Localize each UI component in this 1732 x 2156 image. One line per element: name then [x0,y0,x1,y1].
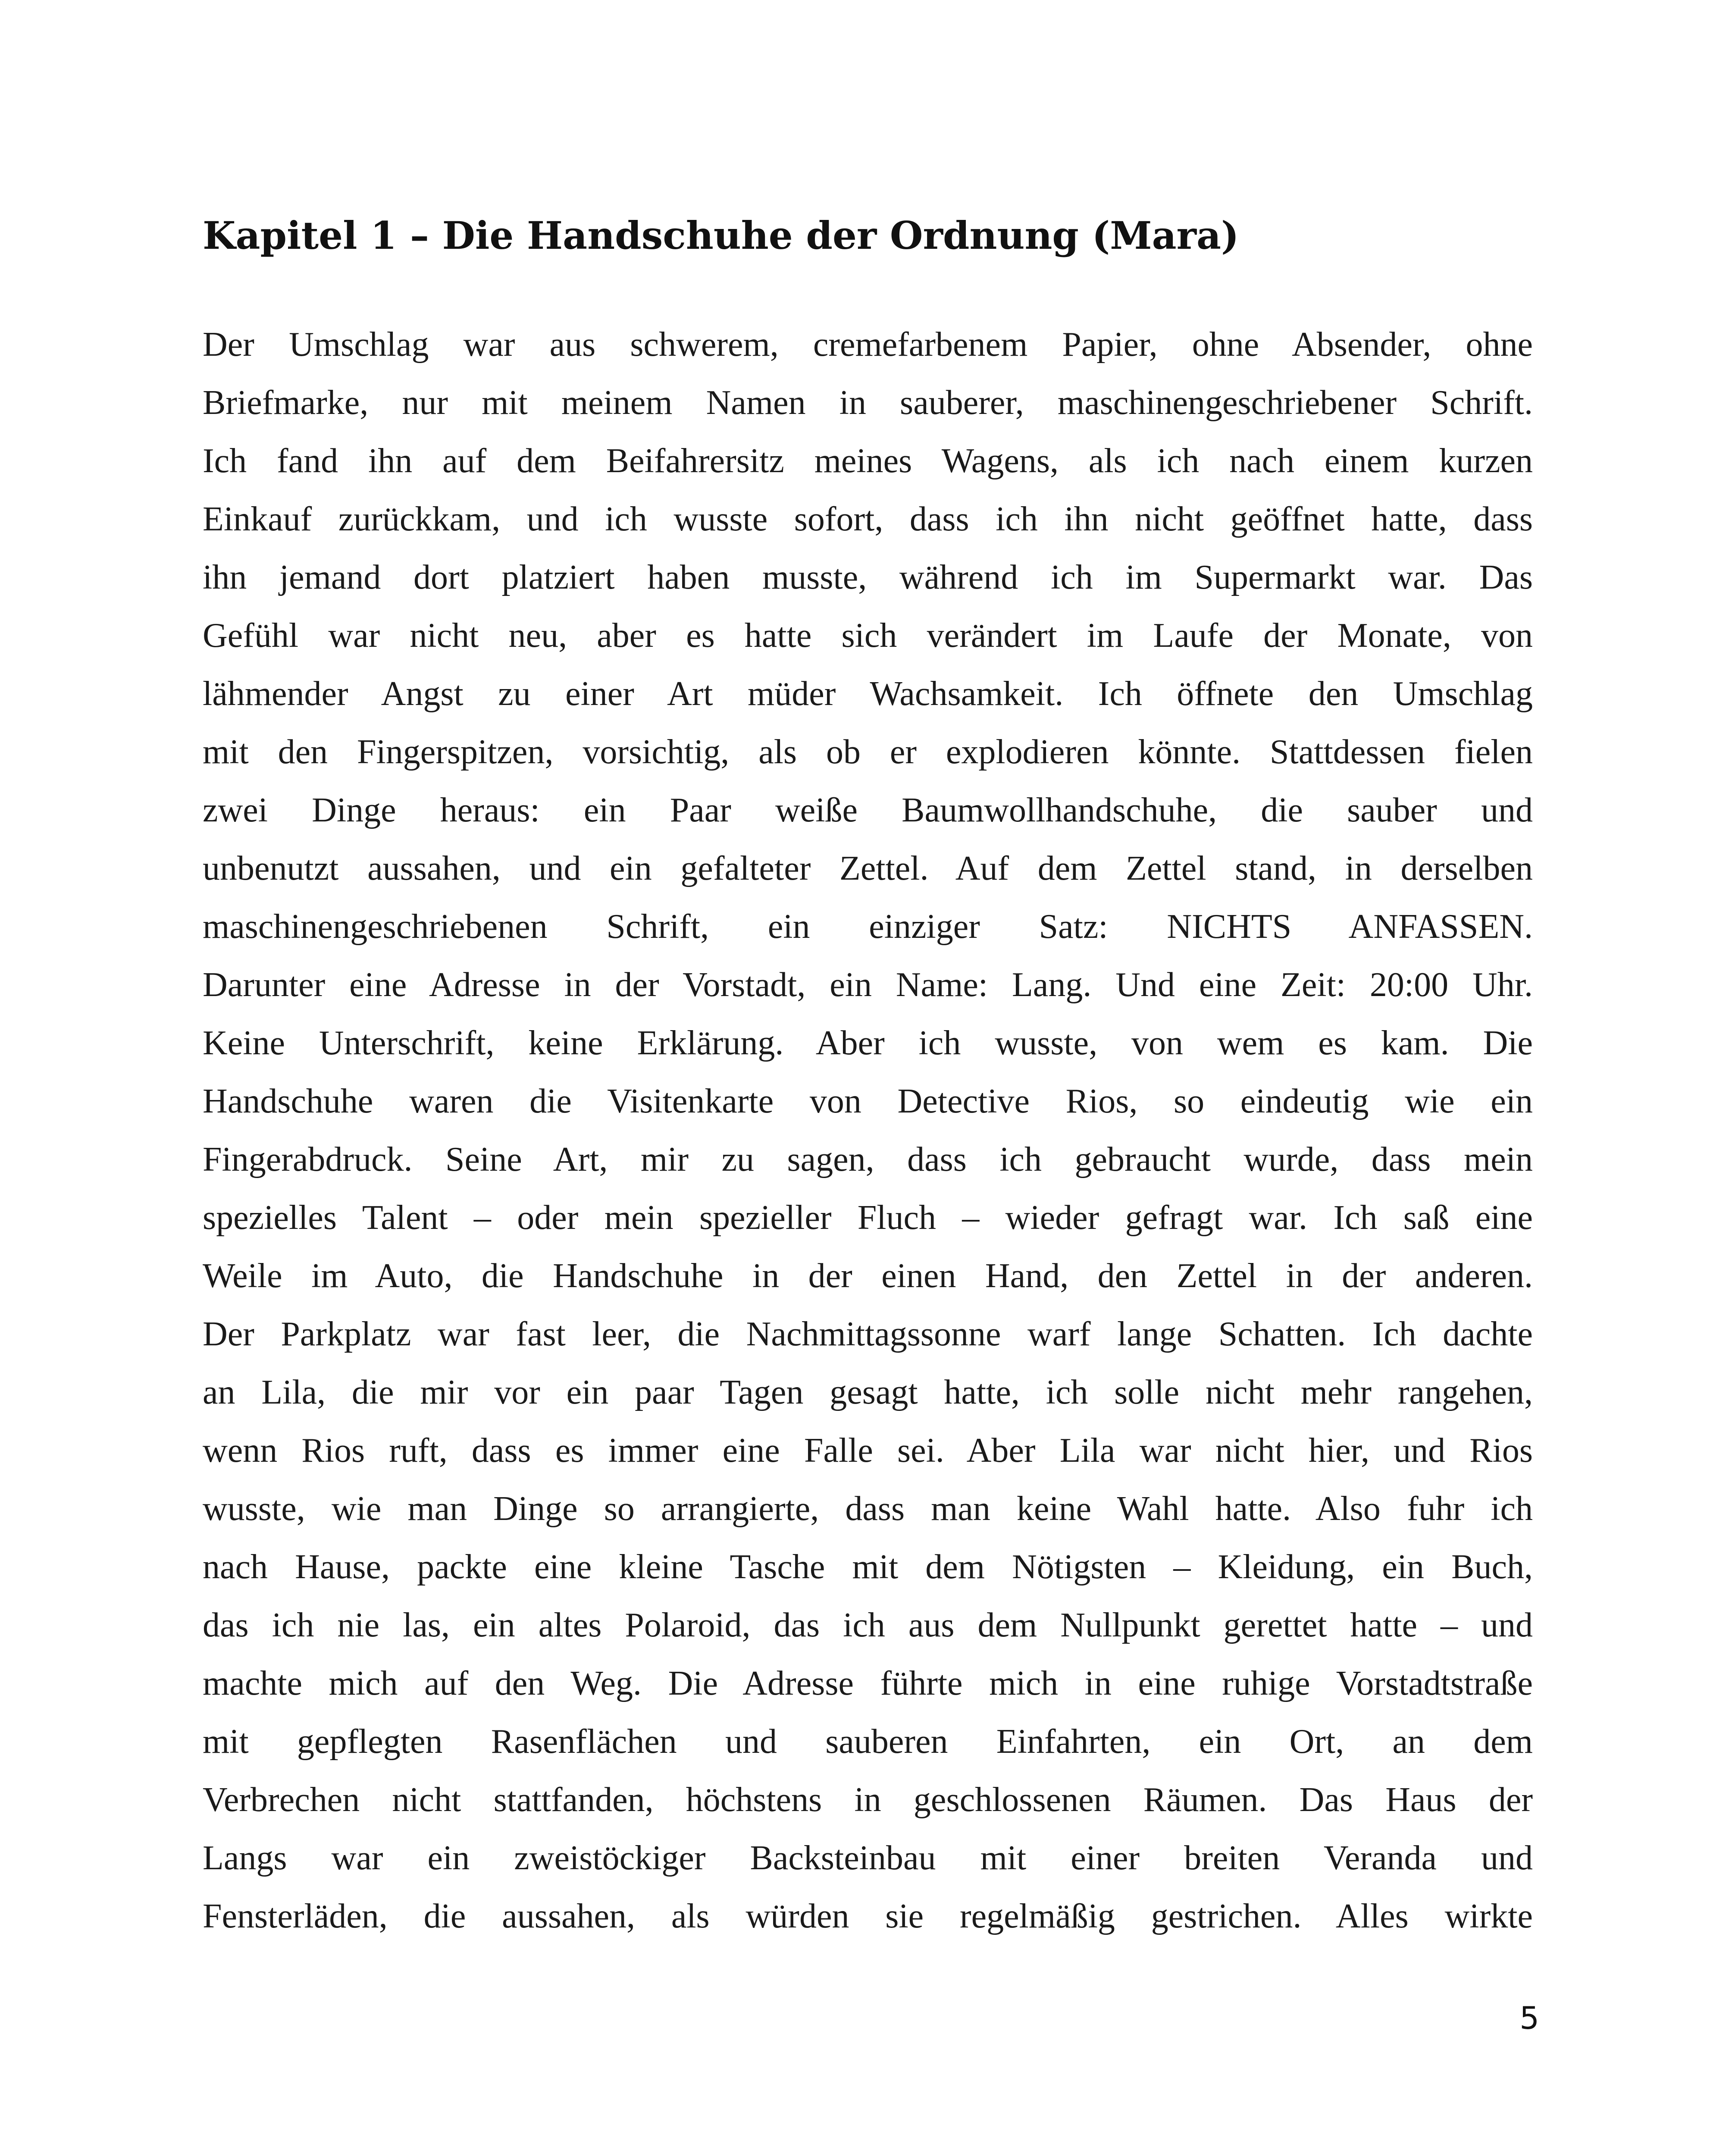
text-line: das ich nie las, ein altes Polaroid, das ich aus dem Nullpunkt gerettet hatte – und [203,1606,1533,1644]
text-line: spezielles Talent – oder mein spezieller Fluch – wieder gefragt war. Ich saß eine [203,1199,1533,1237]
text-line: machte mich auf den Weg. Die Adresse führte mich in eine ruhige Vorstadtstraße [203,1664,1533,1702]
text-line: ihn jemand dort platziert haben musste, während ich im Supermarkt war. Das [203,558,1533,596]
page-number: 5 [1519,2000,1539,2036]
text-line: mit gepflegten Rasenflächen und sauberen Einfahrten, ein Ort, an dem [203,1723,1533,1761]
text-line: lähmender Angst zu einer Art müder Wachsamkeit. Ich öffnete den Umschlag [203,675,1533,713]
text-line: Der Parkplatz war fast leer, die Nachmittagssonne warf lange Schatten. Ich dachte [203,1315,1533,1353]
text-line: mit den Fingerspitzen, vorsichtig, als ob er explodieren könnte. Stattdessen fielen [203,733,1533,771]
text-line: Verbrechen nicht stattfanden, höchstens in geschlossenen Räumen. Das Haus der [203,1781,1533,1819]
text-line: nach Hause, packte eine kleine Tasche mit dem Nötigsten – Kleidung, ein Buch, [203,1548,1533,1586]
text-line: Ich fand ihn auf dem Beifahrersitz meines Wagens, als ich nach einem kurzen [203,442,1533,480]
text-line: zwei Dinge heraus: ein Paar weiße Baumwollhandschuhe, die sauber und [203,791,1533,829]
text-line: Langs war ein zweistöckiger Backsteinbau mit einer breiten Veranda und [203,1839,1533,1877]
text-line: Briefmarke, nur mit meinem Namen in sauberer, maschinengeschriebener Schrift. [203,384,1533,422]
text-line: wenn Rios ruft, dass es immer eine Falle sei. Aber Lila war nicht hier, und Rios [203,1432,1533,1470]
text-line: Einkauf zurückkam, und ich wusste sofort, dass ich ihn nicht geöffnet hatte, dass [203,500,1533,538]
text-line: Darunter eine Adresse in der Vorstadt, ein Name: Lang. Und eine Zeit: 20:00 Uhr. [203,966,1533,1004]
text-line: unbenutzt aussahen, und ein gefalteter Zettel. Auf dem Zettel stand, in derselben [203,849,1533,887]
text-line: Handschuhe waren die Visitenkarte von Detective Rios, so eindeutig wie ein [203,1082,1533,1120]
text-line: Weile im Auto, die Handschuhe in der einen Hand, den Zettel in der anderen. [203,1257,1533,1295]
text-line: wusste, wie man Dinge so arrangierte, dass man keine Wahl hatte. Also fuhr ich [203,1490,1533,1528]
text-line: Der Umschlag war aus schwerem, cremefarbenem Papier, ohne Absender, ohne [203,326,1533,364]
text-line: Keine Unterschrift, keine Erklärung. Aber ich wusste, von wem es kam. Die [203,1024,1533,1062]
text-line: Fensterläden, die aussahen, als würden sie regelmäßig gestrichen. Alles wirkte [203,1897,1533,1935]
body-paragraph [203,316,1533,1946]
text-line: maschinengeschriebenen Schrift, ein einziger Satz: NICHTS ANFASSEN. [203,908,1533,946]
text-line: Fingerabdruck. Seine Art, mir zu sagen, dass ich gebraucht wurde, dass mein [203,1141,1533,1178]
text-line: an Lila, die mir vor ein paar Tagen gesagt hatte, ich solle nicht mehr rangehen, [203,1373,1533,1411]
chapter-heading: Kapitel 1 – Die Handschuhe der Ordnung (Mara) [203,213,1239,258]
text-line: Gefühl war nicht neu, aber es hatte sich verändert im Laufe der Monate, von [203,617,1533,655]
